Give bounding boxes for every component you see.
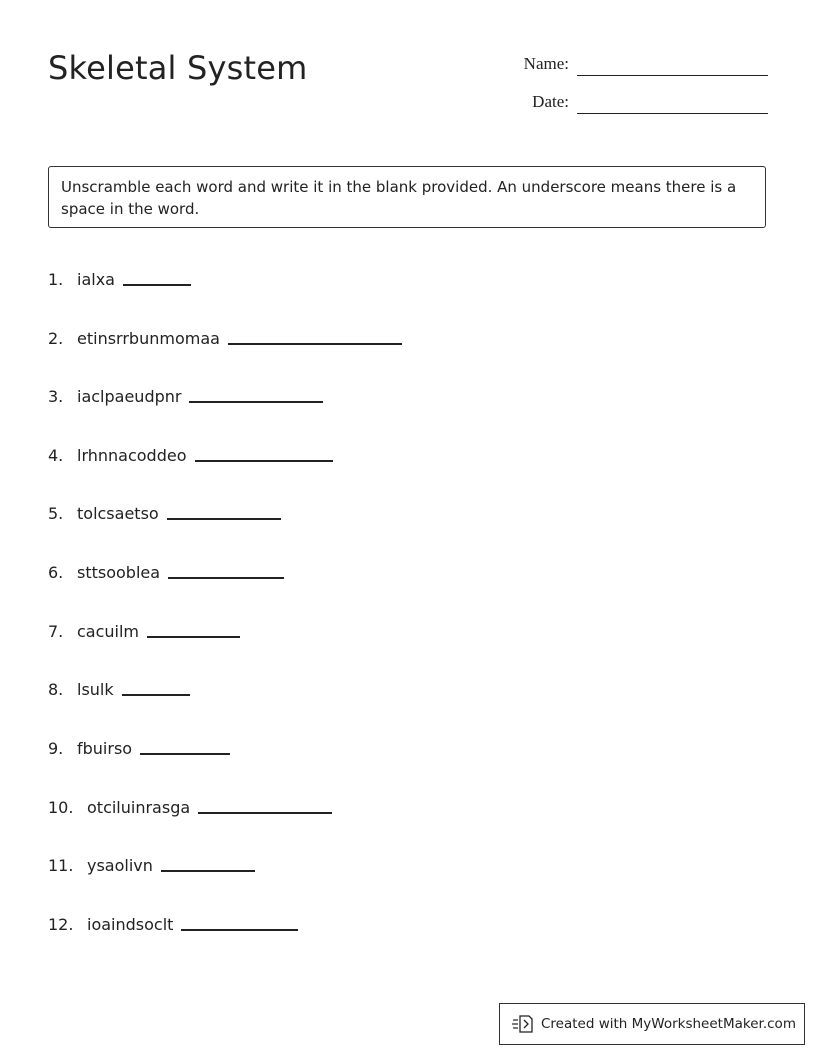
answer-blank[interactable]: [195, 460, 333, 462]
list-item: [48, 793, 332, 817]
answer-blank[interactable]: [140, 753, 230, 755]
date-line[interactable]: [577, 113, 768, 114]
scrambled-word: lsulk: [77, 680, 114, 699]
list-item: [48, 441, 333, 465]
footer-text: Created with MyWorksheetMaker.com: [541, 1016, 796, 1032]
scrambled-word: otciluinrasga: [87, 798, 191, 817]
answer-blank[interactable]: [168, 577, 284, 579]
scrambled-word: sttsooblea: [77, 563, 161, 582]
item-number: 3.: [48, 387, 64, 406]
instructions-text: Unscramble each word and write it in the blank provided. An underscore means there is a space in the word.: [61, 178, 737, 218]
item-number: 1.: [48, 270, 64, 289]
instructions-box: [48, 166, 766, 228]
scrambled-word: fbuirso: [77, 739, 133, 758]
answer-blank[interactable]: [161, 870, 255, 872]
item-number: 8.: [48, 680, 64, 699]
scrambled-word: lrhnnacoddeo: [77, 446, 187, 465]
list-item: [48, 734, 230, 758]
list-item: [48, 910, 298, 934]
answer-blank[interactable]: [167, 518, 281, 520]
answer-blank[interactable]: [123, 284, 191, 286]
item-number: 5.: [48, 504, 64, 523]
page-title: Skeletal System: [48, 49, 308, 87]
answer-blank[interactable]: [198, 812, 332, 814]
name-line[interactable]: [577, 75, 768, 76]
item-number: 7.: [48, 622, 64, 641]
item-number: 4.: [48, 446, 64, 465]
scrambled-word: cacuilm: [77, 622, 140, 641]
answer-blank[interactable]: [228, 343, 402, 345]
scrambled-word: ysaolivn: [87, 856, 153, 875]
list-item: [48, 851, 255, 875]
scrambled-word: tolcsaetso: [77, 504, 159, 523]
list-item: [48, 324, 402, 348]
answer-blank[interactable]: [122, 694, 190, 696]
scrambled-word: iaclpaeudpnr: [77, 387, 182, 406]
list-item: [48, 265, 191, 289]
scrambled-word: ioaindsoclt: [87, 915, 174, 934]
item-number: 9.: [48, 739, 64, 758]
worksheet-logo-icon: [512, 1014, 534, 1034]
item-number: 11.: [48, 856, 74, 875]
answer-blank[interactable]: [181, 929, 298, 931]
list-item: [48, 558, 284, 582]
list-item: [48, 617, 240, 641]
list-item: [48, 499, 281, 523]
item-number: 12.: [48, 915, 74, 934]
item-number: 10.: [48, 798, 74, 817]
scrambled-word: ialxa: [77, 270, 115, 289]
answer-blank[interactable]: [189, 401, 323, 403]
item-number: 6.: [48, 563, 64, 582]
name-label: Name:: [523, 54, 569, 73]
list-item: [48, 675, 190, 699]
footer-credit[interactable]: [499, 1003, 805, 1045]
name-field[interactable]: [500, 52, 768, 76]
item-number: 2.: [48, 329, 64, 348]
date-field[interactable]: [500, 90, 768, 114]
scrambled-word: etinsrrbunmomaa: [77, 329, 220, 348]
list-item: [48, 382, 323, 406]
answer-blank[interactable]: [147, 636, 240, 638]
date-label: Date:: [532, 92, 569, 111]
